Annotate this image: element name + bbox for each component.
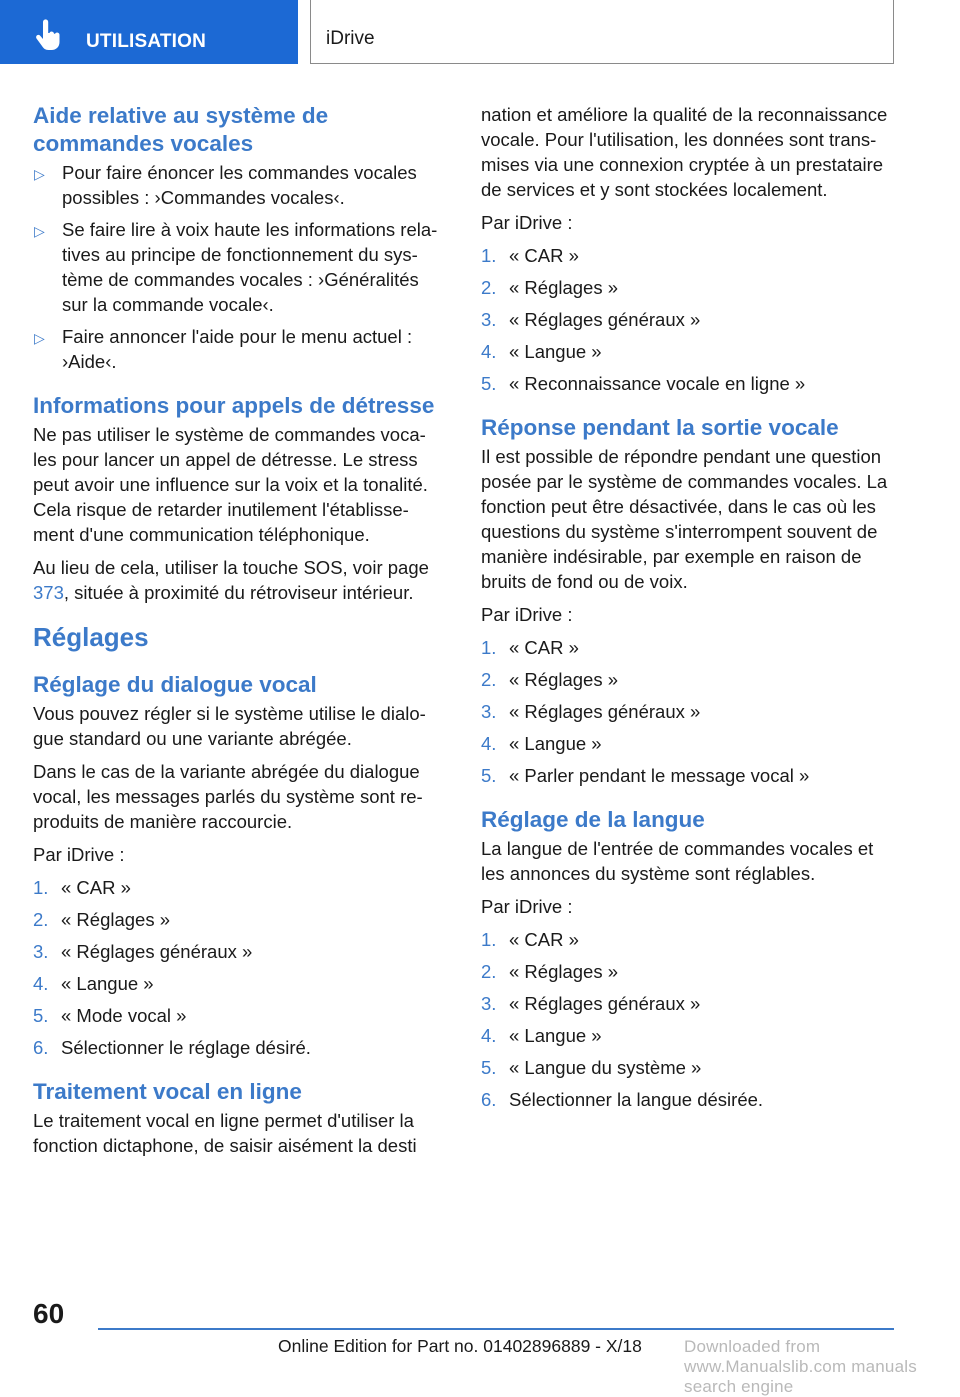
answer-steps — [481, 635, 901, 788]
paragraph: nation et améliore la qualité de la reconnaissance vocale. Pour l'utilisation, les données sont transmises via une connexion cryptée à un prestataire de services et y sont stockées localement. — [481, 104, 888, 200]
list-item: 6. Sélectionner le réglage désiré. — [33, 1037, 311, 1058]
heading-answer: Réponse pendant la sortie vocale — [481, 415, 839, 440]
list-item: ▷ Se faire lire à voix haute les informations relatives au principe de fonctionnement du système de commandes vocales : ›Généralités sur la commande vocale‹. — [34, 219, 438, 315]
help-list — [33, 160, 443, 374]
right-column — [481, 102, 901, 1120]
list-item: 1. « CAR » — [481, 929, 579, 950]
list-item: 5. « Langue du système » — [481, 1057, 702, 1078]
list-item: 2. « Réglages » — [481, 961, 619, 982]
watermark: Downloaded from www.Manualslib.com manuals search engine — [684, 1337, 917, 1396]
list-item: 5. « Reconnaissance vocale en ligne » — [481, 373, 806, 394]
heading-online: Traitement vocal en ligne — [33, 1079, 302, 1104]
list-item: 5. « Mode vocal » — [33, 1005, 187, 1026]
heading-settings: Réglages — [33, 622, 149, 652]
chapter-box — [310, 0, 894, 64]
list-item: 2. « Réglages » — [33, 909, 171, 930]
list-item: 3. « Réglages généraux » — [481, 993, 701, 1014]
footer-rule — [98, 1328, 894, 1330]
triangle-right-icon: ▷ — [34, 223, 45, 239]
list-item: 3. « Réglages généraux » — [481, 701, 701, 722]
heading-emergency: Informations pour appels de détresse — [33, 393, 435, 418]
list-item: 3. « Réglages généraux » — [33, 941, 253, 962]
list-item: 5. « Parler pendant le message vocal » — [481, 765, 810, 786]
list-item: 1. « CAR » — [481, 245, 579, 266]
list-item: 4. « Langue » — [33, 973, 154, 994]
list-item: 2. « Réglages » — [481, 277, 619, 298]
chapter-label: iDrive — [326, 28, 375, 49]
left-column — [33, 102, 443, 1166]
list-item: 4. « Langue » — [481, 1025, 602, 1046]
paragraph: Par iDrive : — [481, 212, 573, 233]
paragraph: Ne pas utiliser le système de commandes vocales pour lancer un appel de détresse. Le stress peut avoir une influence sur la voix et la tonalité. Cela risque de retarder inutilement l'établissement d'une communication téléphonique. — [33, 424, 428, 545]
heading-help: Aide relative au système de commandes vocales — [33, 103, 329, 156]
paragraph: Par iDrive : — [481, 604, 573, 625]
section-tab — [0, 0, 298, 64]
paragraph: Le traitement vocal en ligne permet d'utiliser la fonction dictaphone, de saisir aisément la desti — [33, 1110, 417, 1156]
list-item: 4. « Langue » — [481, 733, 602, 754]
paragraph: La langue de l'entrée de commandes vocales et les annonces du système sont réglables. — [481, 838, 874, 884]
paragraph: Il est possible de répondre pendant une question posée par le système de commandes vocales. La fonction peut être désactivée, dans le cas où les questions du système s'interrompent souvent de manière indésirable, par exemple en raison de bruits de fond ou de voix. — [481, 446, 888, 592]
triangle-right-icon: ▷ — [34, 166, 45, 182]
section-label: UTILISATION — [86, 31, 207, 52]
paragraph: Par iDrive : — [481, 896, 573, 917]
heading-dialog: Réglage du dialogue vocal — [33, 672, 317, 697]
paragraph: Dans le cas de la variante abrégée du dialogue vocal, les messages parlés du système sont reproduits de manière raccourcie. — [33, 761, 423, 832]
page-link[interactable]: 373 — [33, 582, 64, 603]
list-item: 4. « Langue » — [481, 341, 602, 362]
triangle-right-icon: ▷ — [34, 330, 45, 346]
list-item: 2. « Réglages » — [481, 669, 619, 690]
list-item: 1. « CAR » — [33, 877, 131, 898]
paragraph: Vous pouvez régler si le système utilise le dialogue standard ou une variante abrégée. — [33, 703, 426, 749]
list-item: 3. « Réglages généraux » — [481, 309, 701, 330]
paragraph: Au lieu de cela, utiliser la touche SOS, voir page 373, située à proximité du rétroviseur intérieur. — [33, 557, 429, 603]
paragraph: Par iDrive : — [33, 844, 125, 865]
list-item: 6. Sélectionner la langue désirée. — [481, 1089, 764, 1110]
page-number: 60 — [33, 1298, 65, 1329]
hand-pointer-icon — [30, 18, 64, 52]
footer-edition: Online Edition for Part no. 01402896889 - X/18 — [278, 1336, 642, 1356]
list-item: ▷ Faire annoncer l'aide pour le menu actuel : ›Aide‹. — [34, 326, 413, 372]
language-steps — [481, 927, 901, 1112]
list-item: ▷ Pour faire énoncer les commandes vocales possibles : ›Commandes vocales‹. — [34, 162, 417, 208]
list-item: 1. « CAR » — [481, 637, 579, 658]
heading-language: Réglage de la langue — [481, 807, 705, 832]
dialog-steps — [33, 875, 443, 1060]
online-steps — [481, 243, 901, 396]
